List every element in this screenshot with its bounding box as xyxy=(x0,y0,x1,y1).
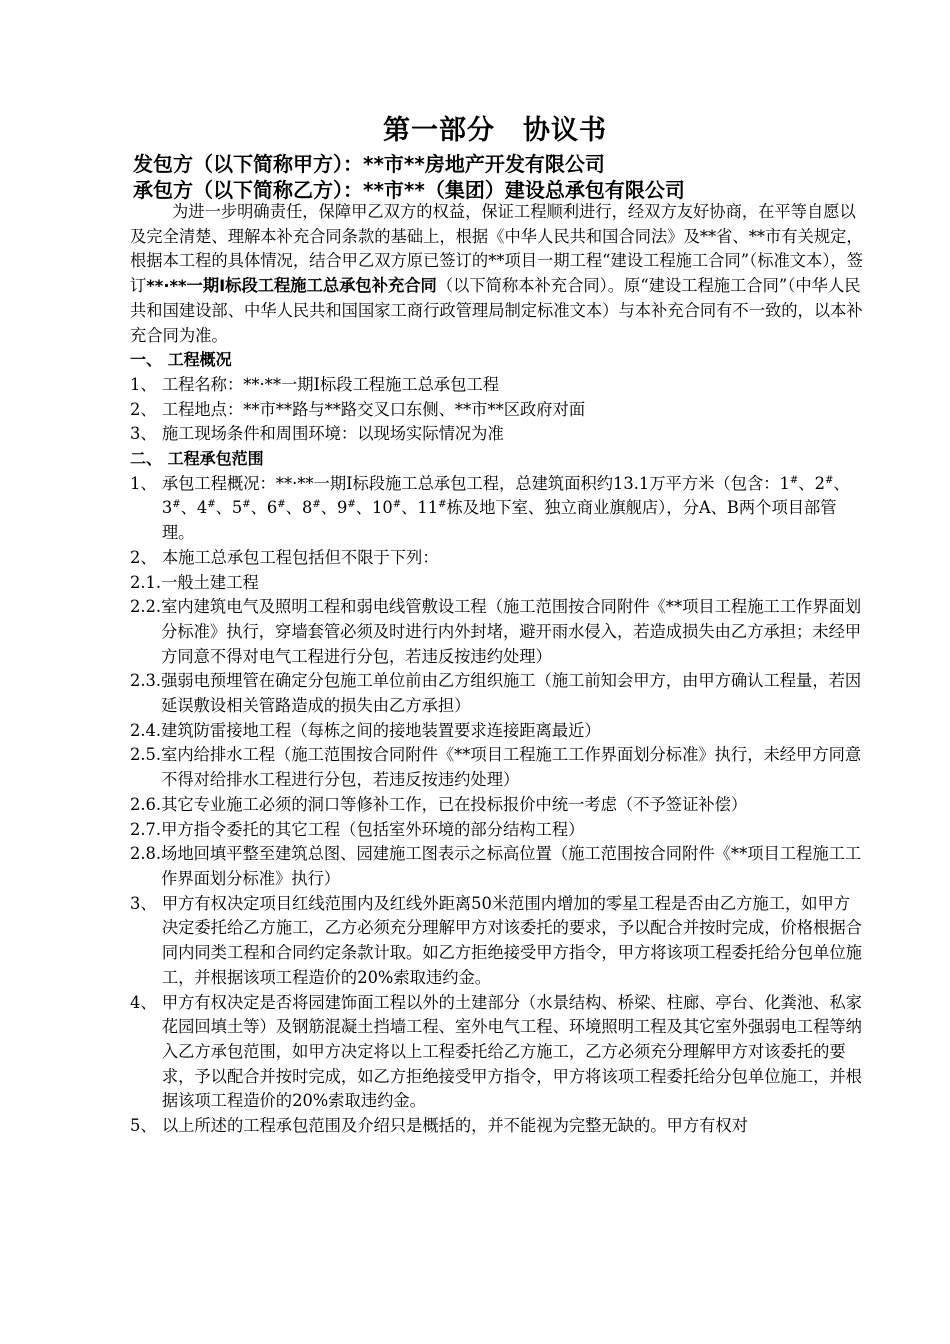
intro-paragraph xyxy=(130,200,865,348)
contract-name: **·**一期Ⅰ标段工程施工总承包补充合同 xyxy=(146,276,437,296)
section-1-heading: 一、 工程概况 xyxy=(130,350,232,370)
sub-item: 2.8. 场地回填平整至建筑总图、园建施工图表示之标高位置（施工范围按合同附件《**项目工程施工工作界面划分标准》执行） xyxy=(130,844,862,888)
item-text: 承包工程概况：**·**一期Ⅰ标段施工总承包工程，总建筑面积约13.1万平方米（包含：1#、2#、3#、4#、5#、6#、8#、9#、10#、11#栋及地下室、独立商业旗舰店），分A、B两个项目部管理。 xyxy=(161,473,850,543)
section-1-item: 3、 施工现场条件和周围环境：以现场实际情况为准 xyxy=(130,424,504,444)
sub-item: 2.2. 室内建筑电气及照明工程和弱电线管敷设工程（施工范围按合同附件《**项目工程施工工作界面划分标准》执行，穿墙套管必须及时进行内外封堵，避开雨水侵入，若造成损失由乙方承担；未经甲方同意不得对电气工程进行分包，若违反按违约处理） xyxy=(130,597,862,666)
scope-item-5: 5、 以上所述的工程承包范围及介绍只是概括的，并不能视为完整无缺的。甲方有权对 xyxy=(130,1116,748,1136)
scope-item-1 xyxy=(130,472,865,546)
scope-item-2: 2、 本施工总承包工程包括但不限于下列： xyxy=(130,547,439,567)
sub-item: 2.1. 一般土建工程 xyxy=(130,572,259,592)
section-1-item: 2、 工程地点：**市**路与**路交叉口东侧、**市**区政府对面 xyxy=(130,399,586,419)
section-1-item: 1、 工程名称：**·**一期Ⅰ标段工程施工总承包工程 xyxy=(130,374,500,394)
sub-item: 2.5. 室内给排水工程（施工范围按合同附件《**项目工程施工工作界面划分标准》执行，未经甲方同意不得对给排水工程进行分包，若违反按违约处理） xyxy=(130,745,862,790)
sub-item: 2.6. 其它专业施工必须的洞口等修补工作，已在投标报价中统一考虑（不予签证补偿） xyxy=(130,794,748,814)
item-number: 1、 xyxy=(130,473,162,493)
document-body xyxy=(130,200,865,1139)
scope-item-3: 3、 甲方有权决定项目红线范围内及红线外距离50米范围内增加的零星工程是否由乙方施工，如甲方决定委托给乙方施工，乙方必须充分理解甲方对该委托的要求，予以配合并按时完成，价格根据合同内同类工程和合同约定条款计取。如乙方拒绝接受甲方指令，甲方将该项工程委托给分包单位施工，并根据该项工程造价的20%索取违约金。 xyxy=(130,893,862,987)
document-title: 第一部分 协议书 xyxy=(383,115,607,146)
intro-text-2: （以下简称本补充合同）。原“建设工程施工合同”（中华人民共和国建设部、中华人民共和国国家工商行政管理局制定标准文本）与本补充合同有不一致的，以本补充合同为准。 xyxy=(130,276,863,345)
intro-text-1: 为进一步明确责任，保障甲乙双方的权益，保证工程顺利进行，经双方友好协商，在平等自愿以及完全清楚、理解本补充合同条款的基础上，根据《中华人民共和国合同法》及**省、**市有关规定，根据本工程的具体情况，结合甲乙双方原已签订的**项目一期工程“建设工程施工合同”（标准文本），签订 xyxy=(130,202,864,296)
section-2-heading: 二、 工程承包范围 xyxy=(130,449,264,469)
sub-item: 2.3. 强弱电预埋管在确定分包施工单位前由乙方组织施工（施工前知会甲方，由甲方确认工程量，若因延误敷设相关管路造成的损失由乙方承担） xyxy=(130,671,862,716)
scope-item-4: 4、 甲方有权决定是否将园建饰面工程以外的土建部分（水景结构、桥梁、柱廊、亭台、化粪池、私家花园回填土等）及钢筋混凝土挡墙工程、室外电气工程、环境照明工程及其它室外强弱电工程等纳入乙方承包范围，如甲方决定将以上工程委托给乙方施工，乙方必须充分理解甲方对该委托的要求，予以配合并按时完成，如乙方拒绝接受甲方指令，甲方将该项工程委托给分包单位施工，并根据该项工程造价的20%索取违约金。 xyxy=(130,992,862,1111)
party-b-line: 承包方（以下简称乙方）：**市**（集团）建设总承包有限公司 xyxy=(133,178,685,202)
sub-item: 2.7. 甲方指令委托的其它工程（包括室外环境的部分结构工程） xyxy=(130,819,585,839)
sub-item: 2.4. 建筑防雷接地工程（每栋之间的接地装置要求连接距离最近） xyxy=(130,720,601,740)
party-a-line: 发包方（以下简称甲方）：**市**房地产开发有限公司 xyxy=(133,152,605,176)
